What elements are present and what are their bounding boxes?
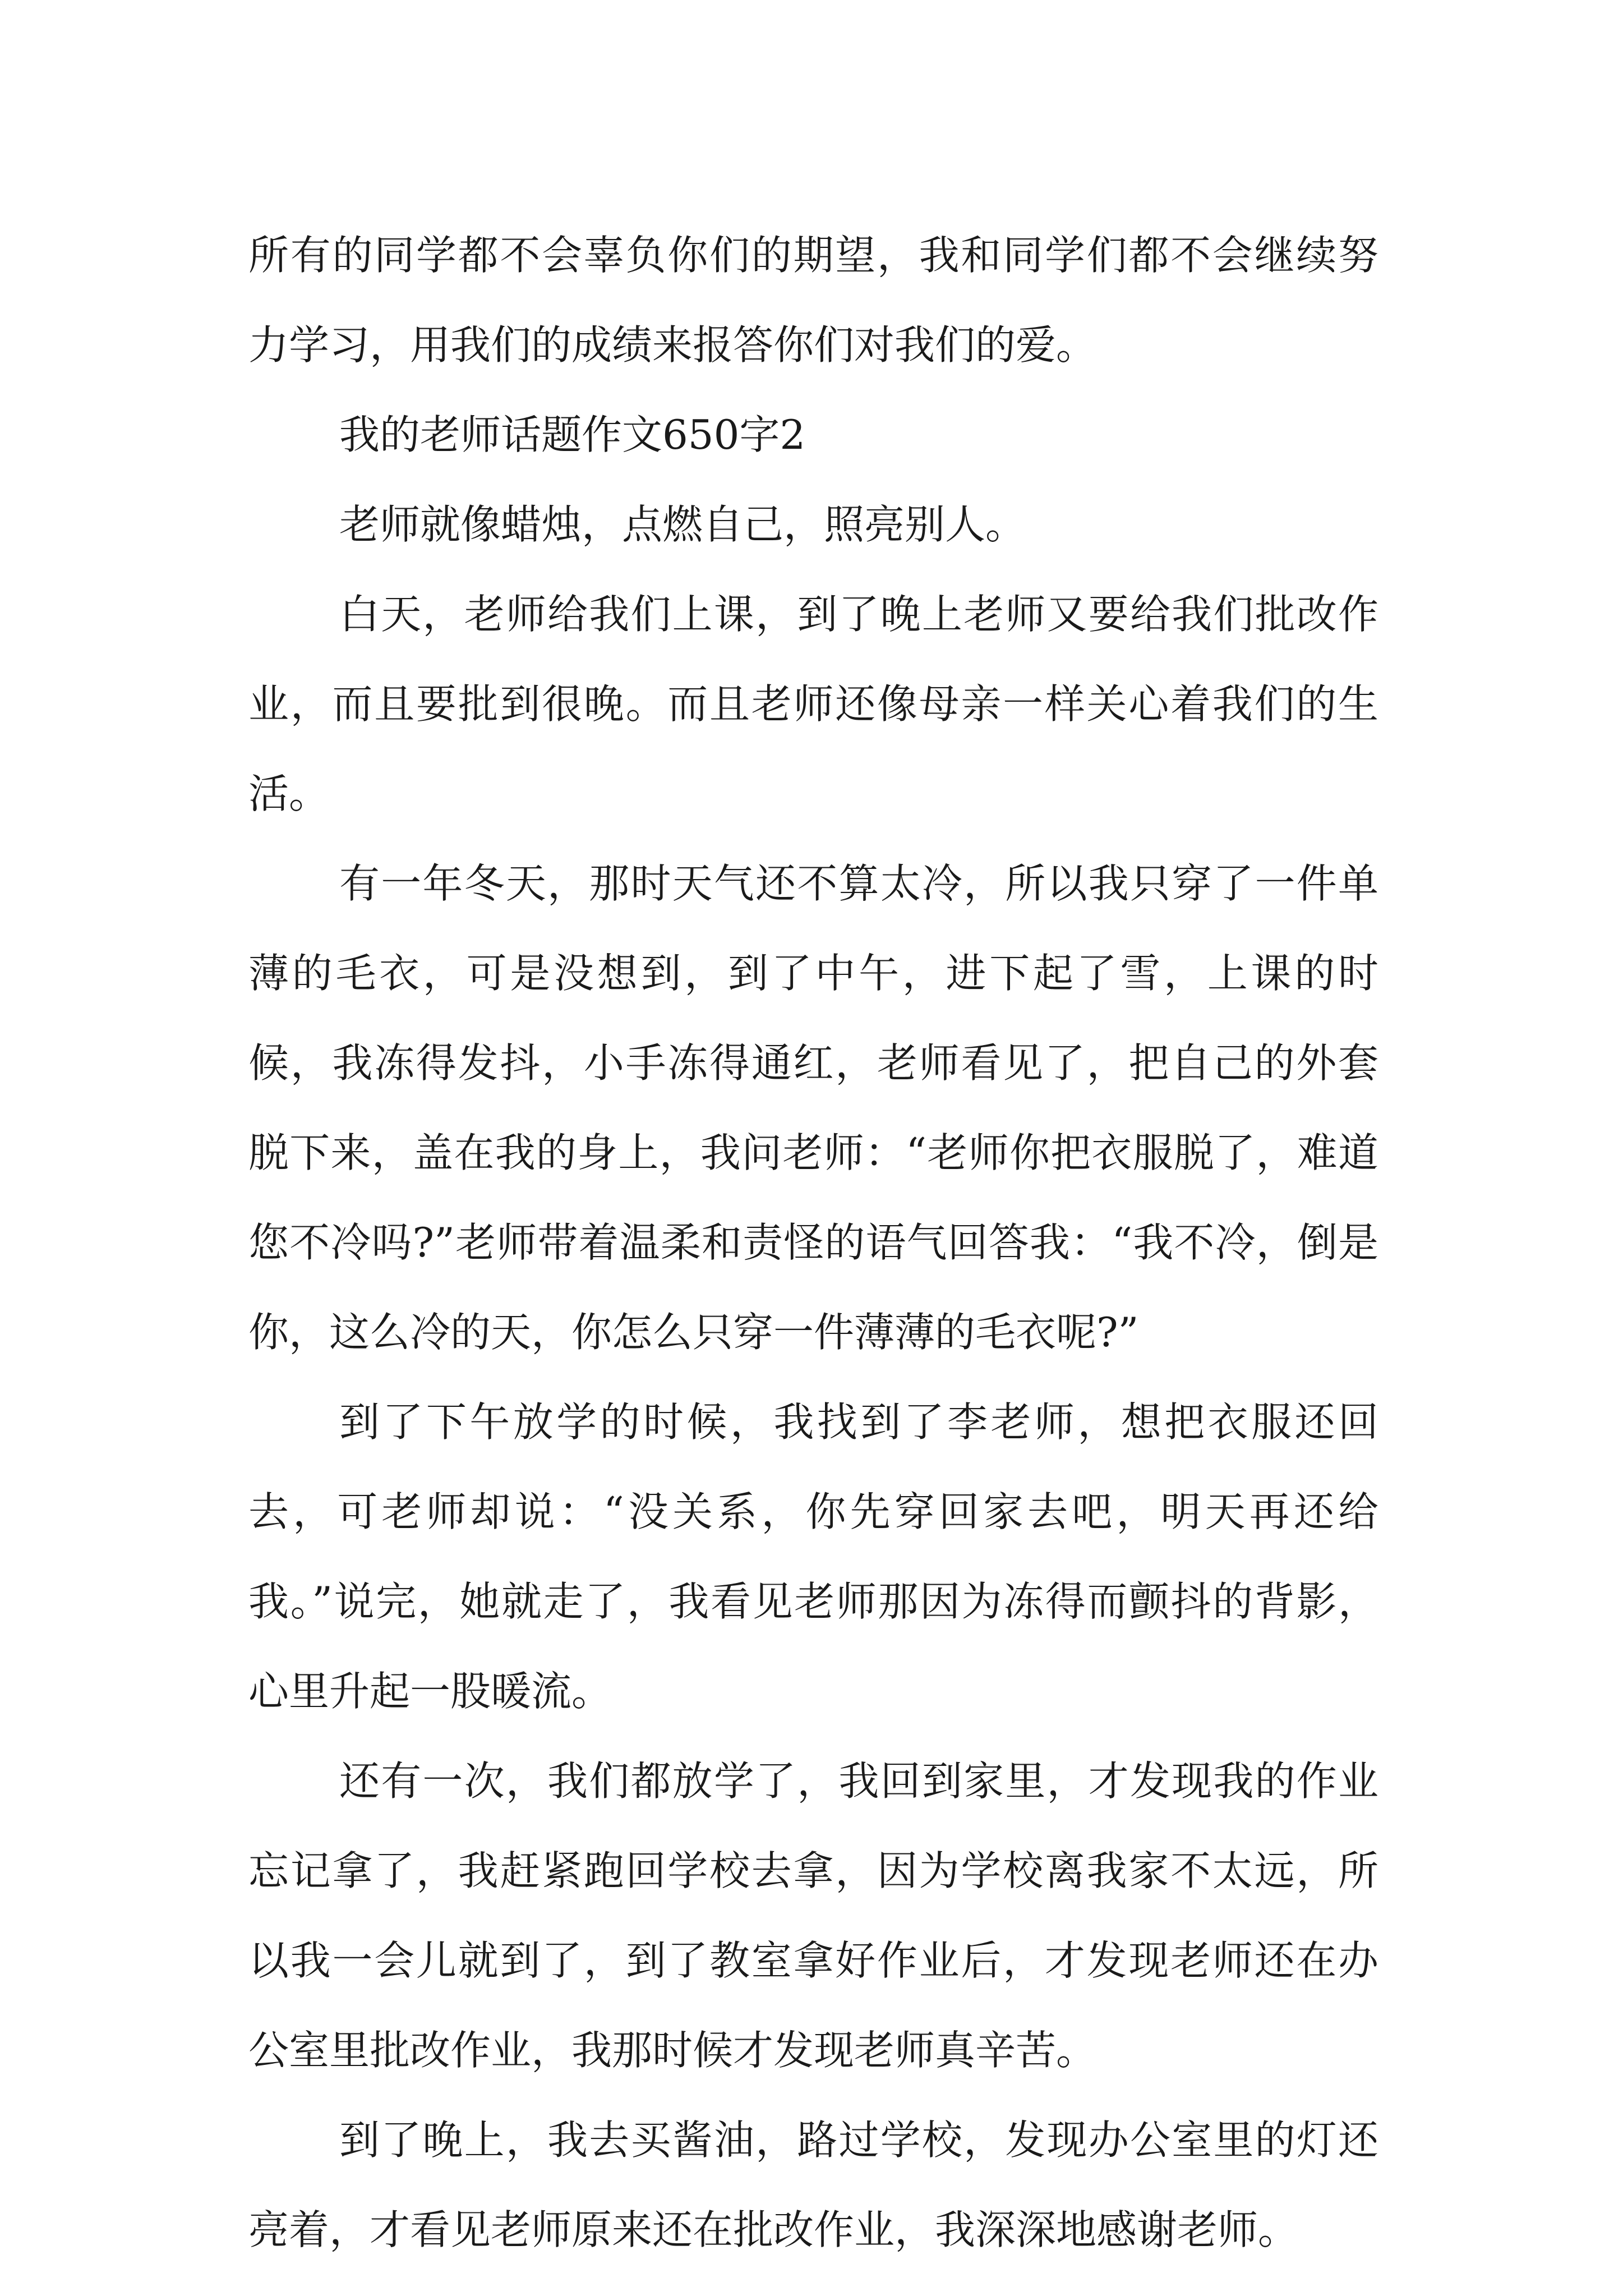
paragraph-7: 还有一次，我们都放学了，我回到家里，才发现我的作业忘记拿了，我赶紧跑回学校去拿，因为学校离我家不太远，所以我一会儿就到了，到了教室拿好作业后，才发现老师还在办公室里批改作业，我那时候才发现老师真辛苦。 (248, 1757, 1378, 2074)
paragraph-1: 所有的同学都不会辜负你们的期望，我和同学们都不会继续努力学习，用我们的成绩来报答你们对我们的爱。 (248, 232, 1378, 369)
paragraph-6: 到了下午放学的时候，我找到了李老师，想把衣服还回去，可老师却说：“没关系，你先穿回家去吧，明天再还给我。”说完，她就走了，我看见老师那因为冻得而颤抖的背影，心里升起一股暖流。 (248, 1398, 1378, 1715)
document-body (248, 210, 1378, 2275)
paragraph-8: 到了晚上，我去买酱油，路过学校，发现办公室里的灯还亮着，才看见老师原来还在批改作业，我深深地感谢老师。 (248, 2116, 1378, 2253)
paragraph-3: 老师就像蜡烛，点燃自己，照亮别人。 (339, 501, 1026, 548)
paragraph-5: 有一年冬天，那时天气还不算太冷，所以我只穿了一件单薄的毛衣，可是没想到，到了中午，进下起了雪，上课的时候，我冻得发抖，小手冻得通红，老师看见了，把自己的外套脱下来，盖在我的身上，我问老师：“老师你把衣服脱了，难道您不冷吗?”老师带着温柔和责怪的语气回答我：“我不冷，倒是你，这么冷的天，你怎么只穿一件薄薄的毛衣呢?” (248, 860, 1378, 1356)
essay-subtitle: 我的老师话题作文650字2 (339, 411, 806, 458)
paragraph-4: 白天，老师给我们上课，到了晚上老师又要给我们批改作业，而且要批到很晚。而且老师还像母亲一样关心着我们的生活。 (248, 591, 1378, 817)
